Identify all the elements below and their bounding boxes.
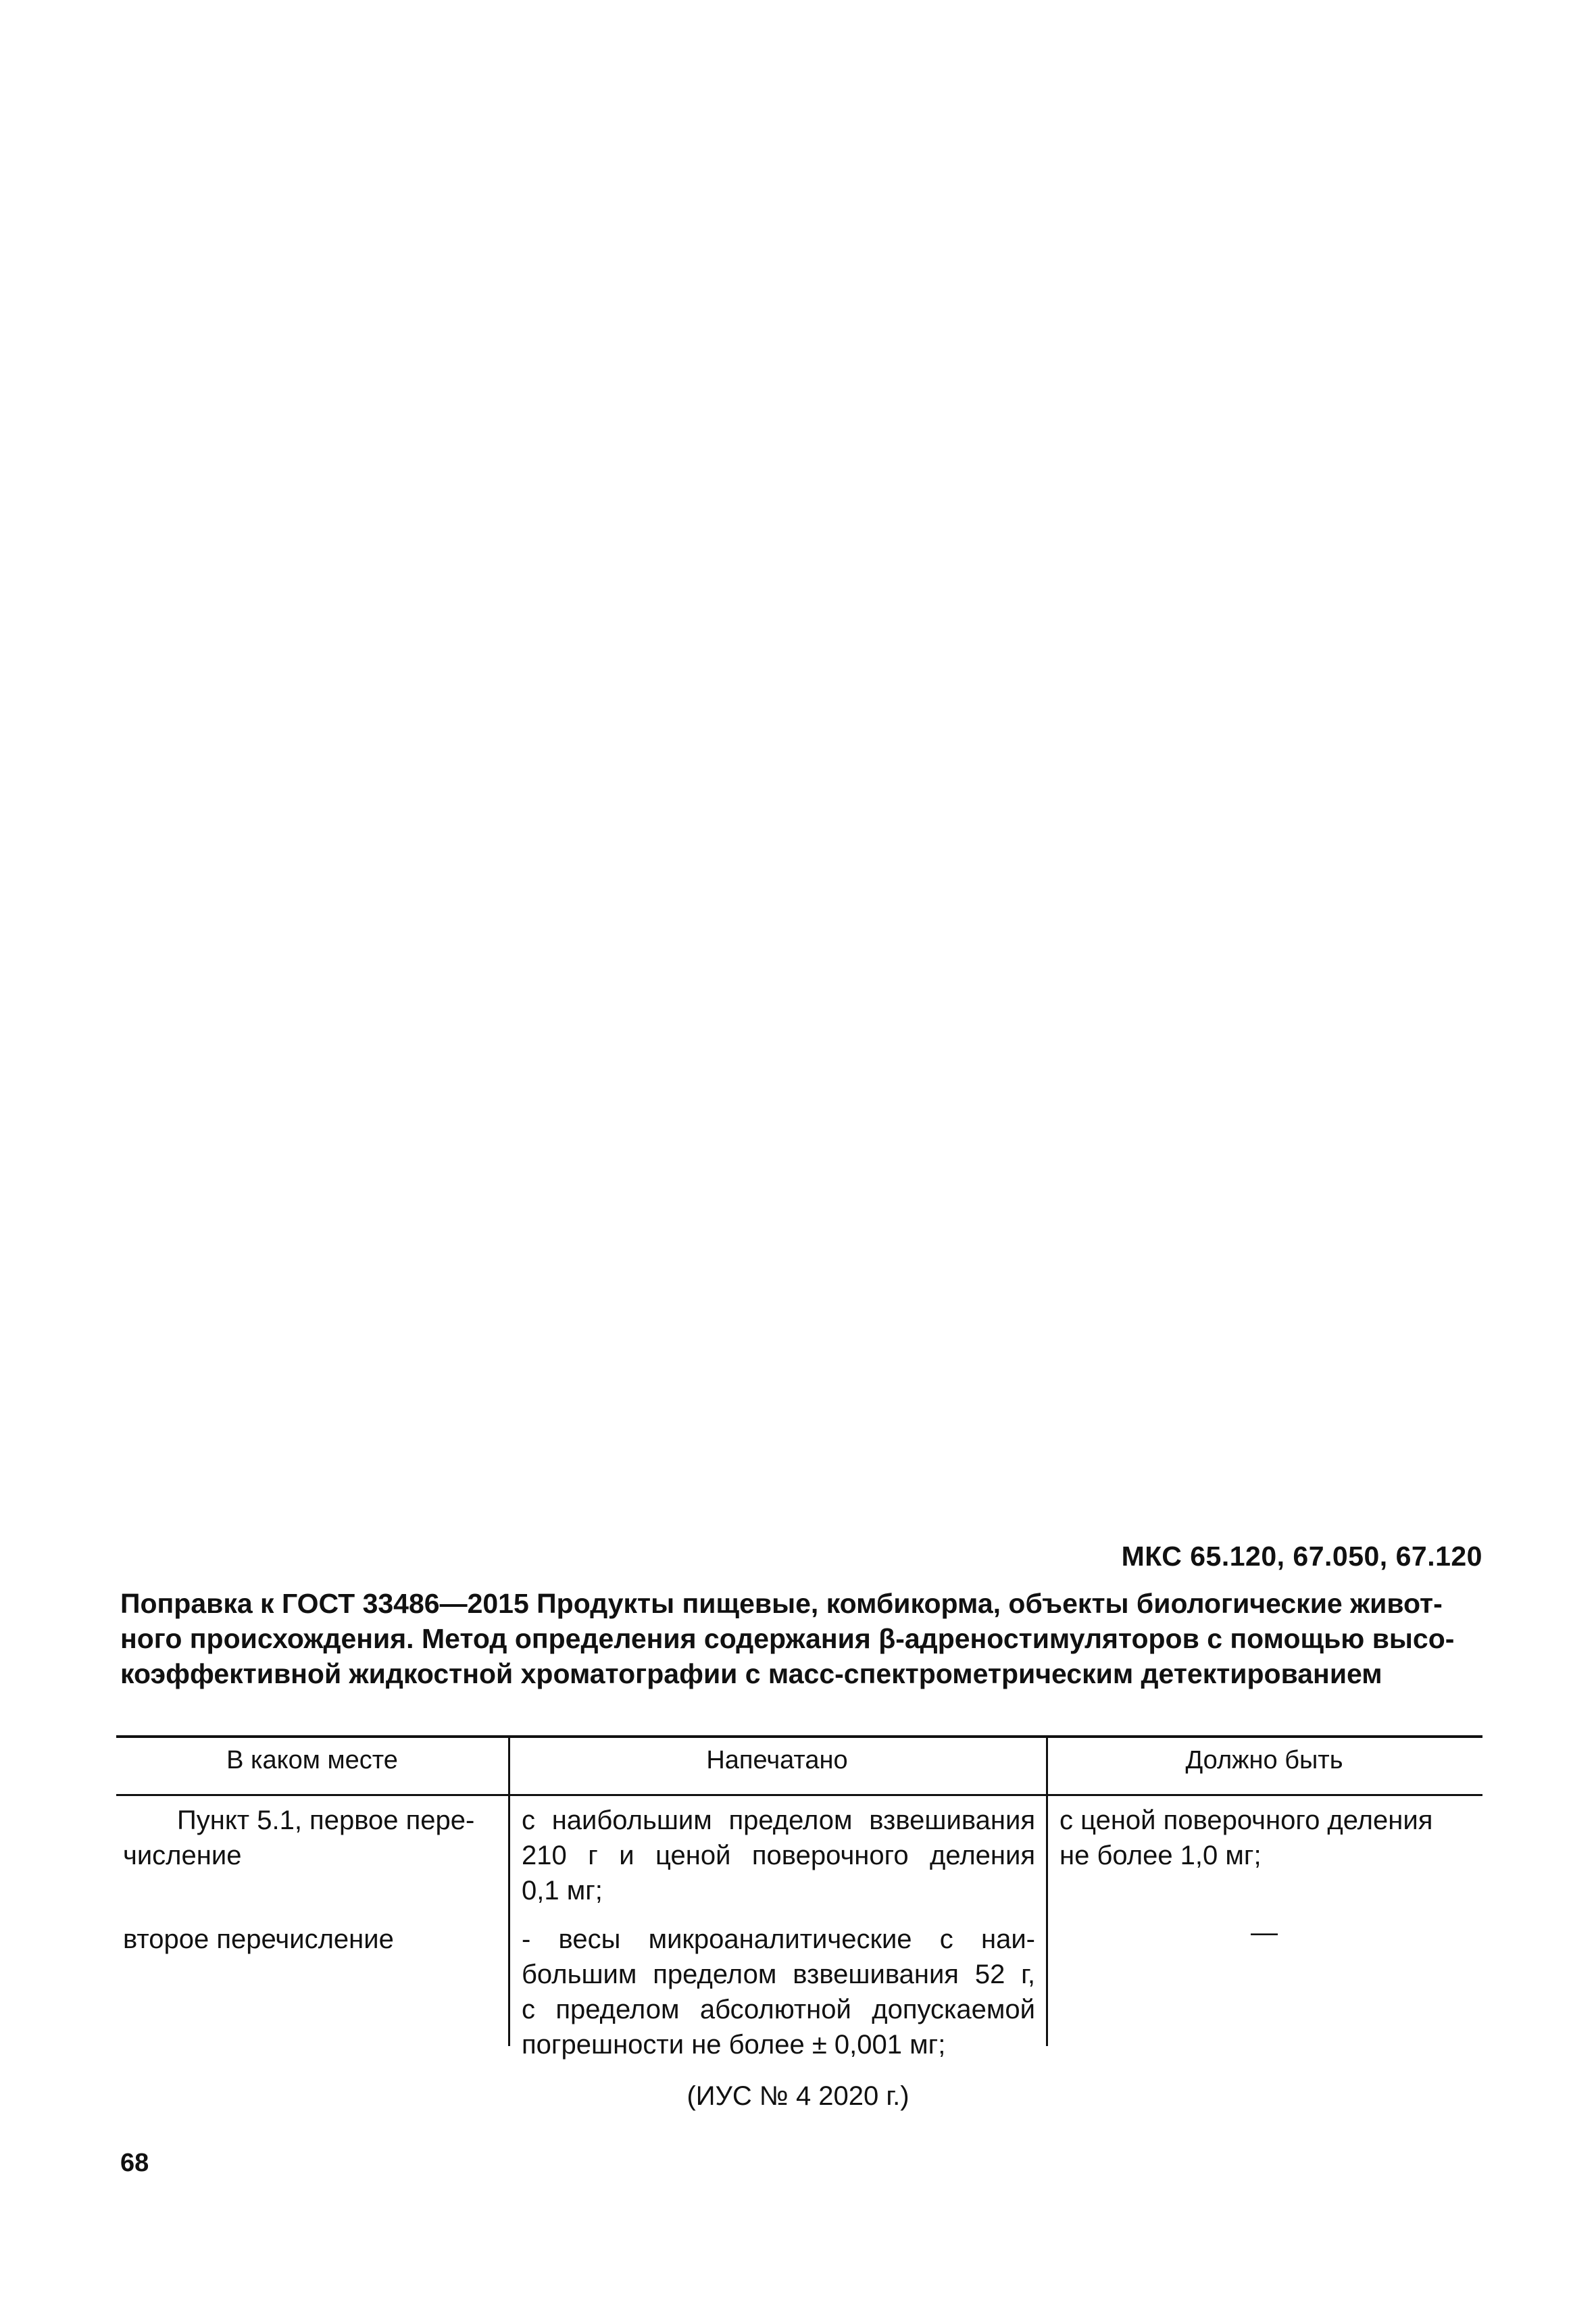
cell-line: погрешности не более ± 0,001 мг; — [522, 2030, 946, 2060]
cell-line: с наибольшим пределом взвешивания — [522, 1806, 1035, 1835]
column-divider — [508, 1735, 510, 2046]
cell-should-be — [1059, 1803, 1478, 1873]
document-title — [120, 1586, 1482, 1691]
cell-line: с ценой поверочного деления — [1059, 1806, 1433, 1835]
cell-place — [123, 1922, 499, 1957]
column-divider — [1046, 1735, 1048, 2046]
cell-line: 210 г и ценой поверочного деления — [522, 1841, 1035, 1870]
cell-line: числение — [123, 1841, 242, 1870]
cell-line: с пределом абсолютной допускаемой — [522, 1995, 1035, 2024]
cell-line: второе перечисление — [123, 1924, 394, 1954]
correction-table — [116, 1735, 1482, 2060]
column-header-place: В каком месте — [226, 1746, 398, 1774]
cell-printed — [522, 1803, 1035, 1908]
column-header-should-be: Должно быть — [1185, 1746, 1343, 1774]
column-header-printed: Напечатано — [706, 1746, 848, 1774]
cell-line: - весы микроаналитические с наи- — [522, 1924, 1035, 1954]
title-line: коэффективной жидкостной хроматографии с масс-спектрометрическим детектированием — [120, 1658, 1382, 1689]
page-number: 68 — [120, 2149, 149, 2177]
cell-should-be: — — [1251, 1918, 1278, 1947]
cell-line: Пункт 5.1, первое пере- — [177, 1806, 475, 1835]
cell-line: не более 1,0 мг; — [1059, 1841, 1262, 1870]
title-line: ного происхождения. Метод определения содержания β-адреностимуляторов с помощью высо- — [120, 1623, 1455, 1654]
mks-code: МКС 65.120, 67.050, 67.120 — [1121, 1541, 1482, 1572]
cell-place — [123, 1803, 499, 1873]
ius-reference: (ИУС № 4 2020 г.) — [687, 2081, 909, 2111]
table-header-rule — [116, 1794, 1482, 1796]
cell-line: 0,1 мг; — [522, 1876, 603, 1906]
cell-line: большим пределом взвешивания 52 г, — [522, 1960, 1035, 1989]
table-top-rule — [116, 1735, 1482, 1738]
title-line: Поправка к ГОСТ 33486—2015 Продукты пищевые, комбикорма, объекты биологические живот- — [120, 1588, 1443, 1619]
cell-printed — [522, 1922, 1035, 2062]
